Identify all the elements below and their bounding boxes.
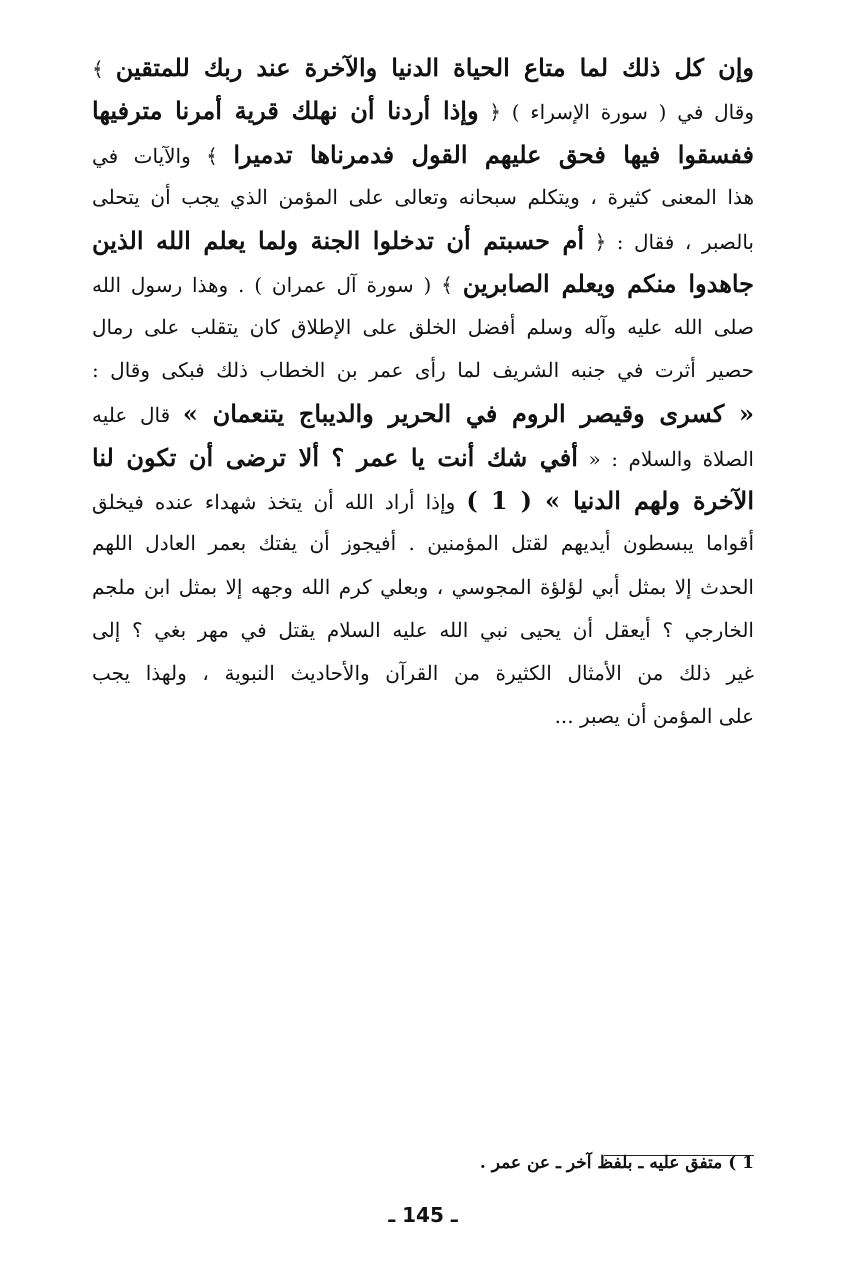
text-line — [92, 349, 754, 392]
text-line — [92, 479, 754, 522]
body-text-segment: على المؤمن أن يصبر ... — [554, 704, 754, 729]
text-line — [92, 133, 754, 176]
quoted-text: أم حسبتم أن تدخلوا الجنة ولما يعلم الله الذين — [92, 226, 584, 256]
text-line — [92, 652, 754, 695]
body-text-segment: الصلاة والسلام : « — [577, 446, 754, 471]
text-line — [92, 436, 754, 479]
text-line — [92, 46, 754, 89]
body-text-segment: وقال في ( سورة الإسراء ) ﴿ — [478, 100, 754, 125]
quoted-text: ففسقوا فيها فحق عليهم القول فدمرناها تدميرا — [233, 139, 754, 169]
quoted-text: وإذا أردنا أن نهلك قرية أمرنا مترفيها — [92, 96, 479, 126]
body-text-segment: الخارجي ؟ أيعقل أن يحيى نبي الله عليه السلام يقتل في مهر بغي ؟ إلى — [92, 617, 754, 642]
text-line — [92, 219, 754, 262]
text-line — [92, 392, 754, 435]
body-text-segment: ﴾ — [92, 57, 116, 81]
body-text-segment: غير ذلك من الأمثال الكثيرة من القرآن والأحاديث النبوية ، ولهذا يجب — [92, 661, 754, 686]
text-line — [92, 89, 754, 132]
quoted-text: الآخرة ولهم الدنيا » ( 1 ) — [466, 485, 754, 515]
body-text-segment: قال عليه — [92, 403, 183, 428]
text-line — [92, 522, 754, 565]
body-text-segment: الحدث إلا بمثل أبي لؤلؤة المجوسي ، وبعلي كرم الله وجهه إلا بمثل ابن ملجم — [92, 574, 754, 599]
quoted-text: وإن كل ذلك لما متاع الحياة الدنيا والآخرة عند ربك للمتقين — [115, 53, 754, 82]
body-text-segment: هذا المعنى كثيرة ، ويتكلم سبحانه وتعالى على المؤمن الذي يجب أن يتحلى — [92, 184, 754, 209]
text-line — [92, 262, 754, 305]
quoted-text: جاهدوا منكم ويعلم الصابرين — [462, 269, 754, 299]
quoted-text: أفي شك أنت يا عمر ؟ ألا ترضى أن تكون لنا — [92, 442, 578, 472]
body-text-segment: بالصبر ، فقال : ﴿ — [584, 230, 754, 255]
page-number: ـ 145 ـ — [388, 1203, 458, 1227]
footnote: 1 ) متفق عليه ـ بلفظ آخر ـ عن عمر . — [479, 1153, 754, 1173]
main-text — [92, 46, 754, 739]
body-text-segment: أقواما يبسطون أيديهم لقتل المؤمنين . أفيجوز أن يفتك بعمر العادل اللهم — [92, 531, 754, 556]
body-text-segment: ﴾ ( سورة آل عمران ) . وهذا رسول الله — [92, 273, 463, 298]
text-line — [92, 609, 754, 652]
body-text-segment: صلى الله عليه وآله وسلم أفضل الخلق على الإطلاق كان يتقلب على رمال — [92, 314, 754, 339]
quoted-text: « كسرى وقيصر الروم في الحرير والديباج يتنعمان » — [182, 399, 754, 429]
body-text-segment: حصير أثرت في جنبه الشريف لما رأى عمر بن الخطاب ذلك فبكى وقال : — [92, 358, 754, 383]
text-line — [92, 306, 754, 349]
body-text-segment: وإذا أراد الله أن يتخذ شهداء عنده فيخلق — [92, 489, 467, 514]
text-line — [92, 695, 754, 738]
text-line — [92, 176, 754, 219]
body-text-segment: ﴾ والآيات في — [92, 143, 234, 168]
text-line — [92, 566, 754, 609]
